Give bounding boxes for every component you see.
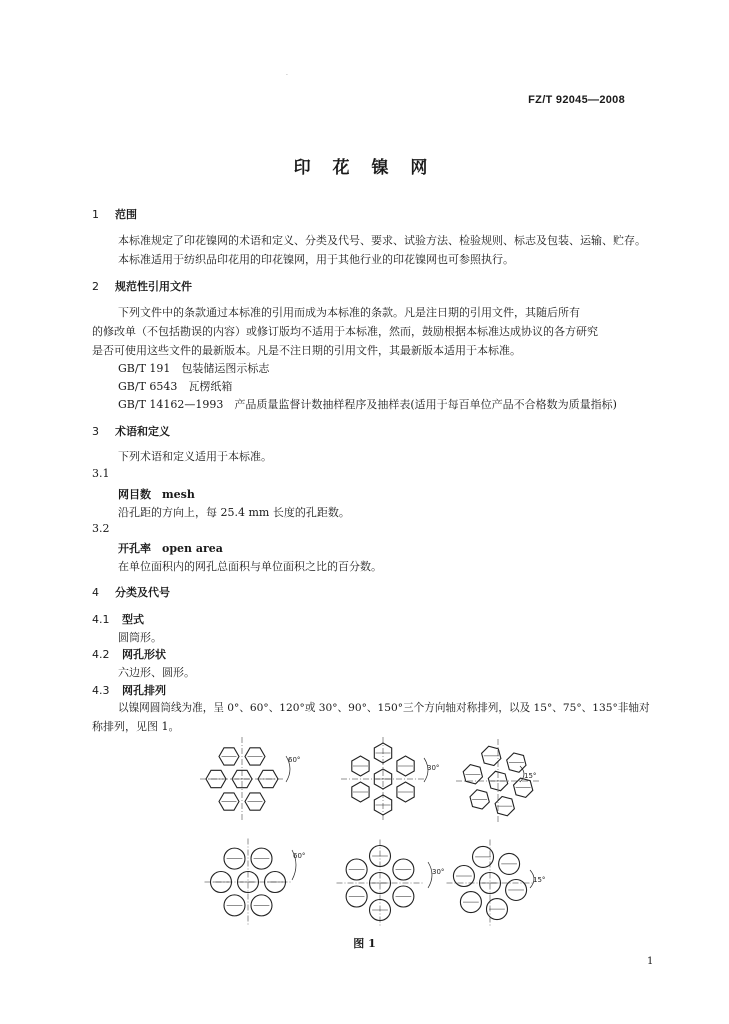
angle-label-60-bottom: 60°	[293, 852, 306, 860]
term-3-2-name: 开孔率 open area	[118, 542, 223, 555]
section-1-title: 范围	[115, 208, 137, 221]
subsection-4-3-text-line-2: 称排列，见图 1。	[92, 720, 180, 733]
subsection-4-1-heading	[92, 611, 144, 627]
section-1-number: 1	[92, 208, 99, 221]
term-3-1-number: 3.1	[92, 467, 110, 480]
section-3-title: 术语和定义	[115, 425, 170, 438]
subsection-4-2-heading	[92, 646, 166, 662]
section-4-heading	[92, 584, 170, 600]
angle-label-60-top: 60°	[288, 756, 301, 764]
term-3-1-definition: 沿孔距的方向上，每 25.4 mm 长度的孔距数。	[118, 506, 350, 519]
reference-gbt-6543: GB/T 6543 瓦楞纸箱	[118, 380, 233, 393]
subsection-4-3-title: 网孔排列	[122, 684, 166, 697]
section-2-number: 2	[92, 280, 99, 293]
figure-1-caption: 图 1	[353, 937, 376, 950]
section-3-intro: 下列术语和定义适用于本标准。	[118, 450, 272, 463]
term-3-2-definition: 在单位面积内的网孔总面积与单位面积之比的百分数。	[118, 560, 382, 573]
angle-label-30-top: 30°	[427, 764, 440, 772]
angle-label-15-top: 15°	[524, 772, 537, 780]
section-2-title: 规范性引用文件	[115, 280, 192, 293]
page-number: 1	[647, 956, 654, 967]
section-2-para-line-3: 是否可使用这些文件的最新版本。凡是不注日期的引用文件，其最新版本适用于本标准。	[92, 344, 521, 357]
section-3-heading	[92, 423, 170, 439]
figure-1-hole-arrangements	[200, 736, 546, 932]
angle-label-15-bottom: 15°	[533, 876, 546, 884]
subsection-4-3-text-line-1: 以镍网圆筒线为准，呈 0°、60°、120°或 30°、90°、150°三个方向轴对称排列，以及 15°、75°、135°非轴对	[118, 702, 650, 714]
subsection-4-1-text: 圆筒形。	[118, 631, 162, 644]
reference-gbt-191: GB/T 191 包装储运图示标志	[118, 362, 270, 375]
subsection-4-3-number: 4.3	[92, 684, 110, 697]
subsection-4-2-title: 网孔形状	[122, 648, 166, 661]
subsection-4-2-number: 4.2	[92, 648, 110, 661]
subsection-4-2-text: 六边形、圆形。	[118, 666, 195, 679]
term-3-1-name: 网目数 mesh	[118, 488, 195, 501]
section-2-para-line-2: 的修改单（不包括勘误的内容）或修订版均不适用于本标准，然而，鼓励根据本标准达成协议的各方研究	[92, 325, 598, 338]
section-3-number: 3	[92, 425, 99, 438]
section-4-title: 分类及代号	[115, 586, 170, 599]
section-4-number: 4	[92, 586, 99, 599]
section-2-heading	[92, 278, 192, 294]
subsection-4-3-heading	[92, 682, 166, 698]
section-1-para-2: 本标准适用于纺织品印花用的印花镍网，用于其他行业的印花镍网也可参照执行。	[118, 253, 514, 266]
term-3-2-number: 3.2	[92, 522, 110, 535]
section-2-para-line-1: 下列文件中的条款通过本标准的引用而成为本标准的条款。凡是注日期的引用文件，其随后所有	[118, 306, 580, 319]
scan-dot: ·	[286, 72, 288, 79]
standard-number: FZ/T 92045—2008	[528, 94, 625, 106]
section-1-heading	[92, 206, 137, 222]
reference-gbt-14162: GB/T 14162—1993 产品质量监督计数抽样程序及抽样表(适用于每百单位产品不合格数为质量指标)	[118, 398, 617, 411]
section-1-para-1: 本标准规定了印花镍网的术语和定义、分类及代号、要求、试验方法、检验规则、标志及包装、运输、贮存。	[118, 234, 646, 247]
angle-label-30-bottom: 30°	[432, 868, 445, 876]
page-title: 印 花 镍 网	[293, 158, 436, 178]
subsection-4-1-number: 4.1	[92, 613, 110, 626]
subsection-4-1-title: 型式	[122, 613, 144, 626]
